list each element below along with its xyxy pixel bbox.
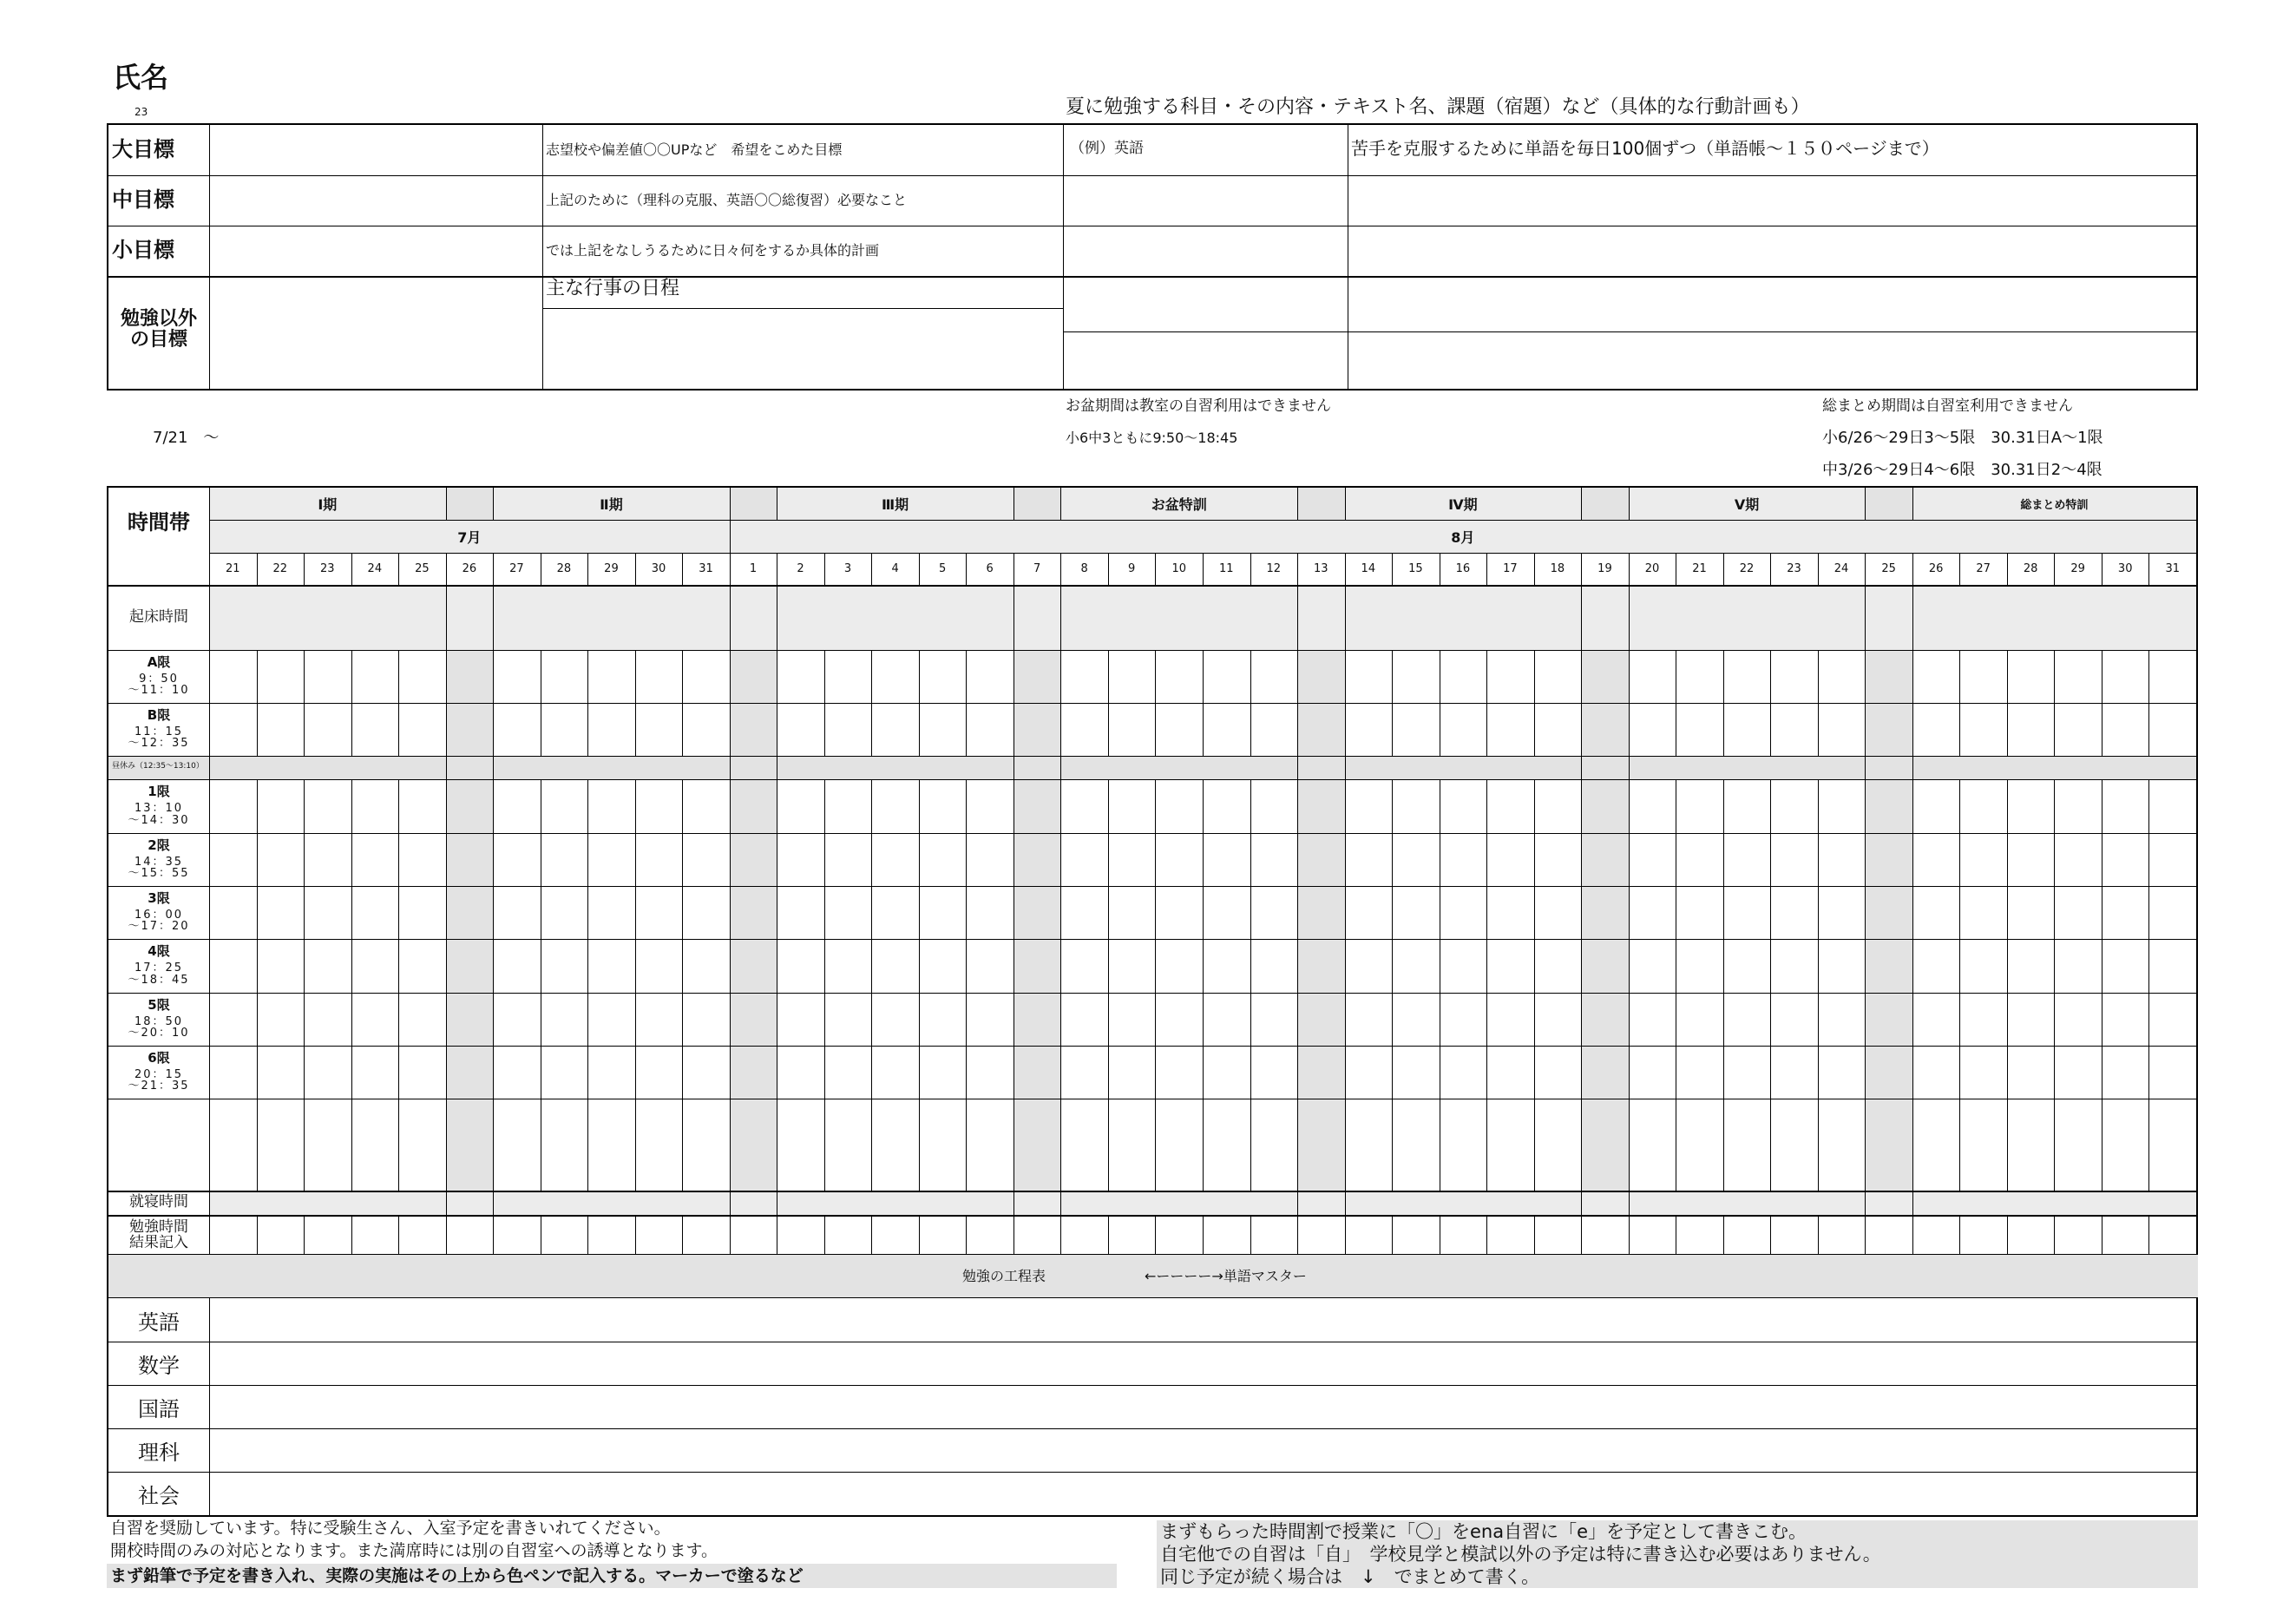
goal-example-subject: （例）英語	[1070, 140, 1144, 157]
footer-right-1: まずもらった時間割で授業に「〇」をena自習に「e」を予定として書きこむ。	[1160, 1521, 1807, 1542]
day-header: 10	[1155, 553, 1203, 585]
events-label: 主な行事の日程	[546, 278, 680, 299]
day-header: 22	[257, 553, 305, 585]
day-header: 30	[635, 553, 683, 585]
row-label: 3限 16：00 ～17：20	[128, 889, 190, 934]
day-header: 13	[1297, 553, 1345, 585]
row-label: 1限 13：10 ～14：30	[128, 784, 190, 827]
row-label: 起床時間	[129, 607, 188, 626]
study-plan-heading: 勉強の工程表	[962, 1268, 1046, 1284]
goal-hint-large: 志望校や偏差値〇〇UPなど 希望をこめた目標	[546, 141, 843, 158]
subject-social: 社会	[138, 1483, 180, 1508]
day-header: 24	[1818, 553, 1866, 585]
summary-jhs-note: 中3/26～29日4～6限 30.31日2～4限	[1822, 461, 2102, 479]
day-header: 26	[1912, 553, 1960, 585]
row-label: 就寝時間	[129, 1193, 188, 1211]
day-header: 1	[730, 553, 777, 585]
subject-english: 英語	[138, 1309, 180, 1335]
month-august: 8月	[730, 520, 2196, 553]
footer-left-2: 開校時間のみの対応となります。また満席時には別の自習室への誘導となります。	[110, 1541, 718, 1560]
day-header: 22	[1723, 553, 1771, 585]
day-header: 8	[1060, 553, 1108, 585]
goal-label-small: 小目標	[112, 238, 174, 262]
period-header: お盆特訓	[1060, 488, 1297, 520]
name-label: 氏名	[113, 61, 169, 94]
day-header: 25	[1865, 553, 1912, 585]
day-header: 29	[587, 553, 635, 585]
time-zone-label: 時間帯	[128, 510, 190, 535]
goal-hint-medium: 上記のために（理科の克服、英語〇〇総復習）必要なこと	[546, 192, 908, 208]
plan-heading: 夏に勉強する科目・その内容・テキスト名、課題（宿題）など（具体的な行動計画も）	[1066, 96, 1810, 118]
day-header: 30	[2102, 553, 2149, 585]
period-header: 総まとめ特訓	[1912, 488, 2196, 520]
goals-table	[107, 123, 2198, 390]
period-header: Ⅲ期	[777, 488, 1014, 520]
row-label: 4限 17：25 ～18：45	[128, 943, 190, 987]
row-label: B限 11：15 ～12：35	[128, 706, 190, 751]
day-header: 3	[824, 553, 872, 585]
obon-hours-note: 小6中3ともに9:50～18:45	[1066, 430, 1238, 446]
row-label: 5限 18：50 ～20：10	[128, 996, 190, 1040]
day-header: 31	[682, 553, 730, 585]
day-header: 20	[1629, 553, 1676, 585]
day-header: 29	[2054, 553, 2102, 585]
day-header: 11	[1203, 553, 1250, 585]
start-date: 7/21 ～	[153, 429, 220, 447]
row-label: 勉強時間 結果記入	[129, 1217, 188, 1251]
summary-elem-note: 小6/26～29日3～5限 30.31日A～1限	[1822, 429, 2103, 447]
period-header: Ⅳ期	[1345, 488, 1582, 520]
footer-left-1: 自習を奨励しています。特に受験生さん、入室予定を書きいれてください。	[110, 1519, 671, 1538]
day-header: 24	[351, 553, 399, 585]
day-header: 31	[2148, 553, 2196, 585]
period-header: Ⅴ期	[1629, 488, 1866, 520]
footer-right-2: 自宅他での自習は「自」 学校見学と模試以外の予定は特に書き込む必要はありません。	[1160, 1544, 1881, 1565]
study-plan-table	[107, 1255, 2198, 1517]
day-header: 27	[1959, 553, 2007, 585]
subject-math: 数学	[138, 1353, 180, 1378]
goal-hint-small: では上記をなしうるために日々何をするか具体的計画	[546, 242, 880, 259]
goal-example-plan: 苦手を克服するために単語を毎日100個ずつ（単語帳～１５０ページまで）	[1351, 138, 1939, 159]
day-header: 28	[2007, 553, 2055, 585]
day-header: 25	[398, 553, 446, 585]
day-header: 21	[1676, 553, 1723, 585]
small-number: 23	[134, 106, 148, 118]
day-header: 17	[1486, 553, 1534, 585]
footer-left-3: まず鉛筆で予定を書き入れ、実際の実施はその上から色ペンで記入する。マーカーで塗るなど	[110, 1566, 804, 1585]
day-header: 21	[209, 553, 257, 585]
day-header: 23	[304, 553, 351, 585]
row-label: 2限 14：35 ～15：55	[128, 837, 190, 881]
day-header: 23	[1770, 553, 1818, 585]
summary-closed-note: 総まとめ期間は自習室利用できません	[1822, 397, 2073, 415]
row-label: A限 9：50 ～11：10	[128, 653, 190, 698]
day-header: 6	[966, 553, 1014, 585]
day-header: 18	[1534, 553, 1582, 585]
footer-right-3: 同じ予定が続く場合は ↓ でまとめて書く。	[1160, 1566, 1540, 1587]
day-header: 15	[1392, 553, 1440, 585]
obon-closed-note: お盆期間は教室の自習利用はできません	[1066, 397, 1331, 415]
day-header: 9	[1108, 553, 1156, 585]
goal-label-large: 大目標	[112, 137, 174, 161]
row-label-lunch: 昼休み（12:35～13:10）	[112, 762, 204, 771]
day-header: 26	[446, 553, 494, 585]
day-header: 7	[1014, 553, 1061, 585]
day-header: 27	[493, 553, 541, 585]
schedule-grid	[107, 486, 2198, 1256]
day-header: 5	[919, 553, 967, 585]
day-header: 16	[1440, 553, 1487, 585]
goal-label-other: 勉強以外 の目標	[120, 308, 197, 351]
subject-science: 理科	[138, 1440, 180, 1465]
day-header: 28	[541, 553, 588, 585]
day-header: 12	[1250, 553, 1298, 585]
day-header: 14	[1345, 553, 1393, 585]
period-header: Ⅰ期	[209, 488, 446, 520]
subject-japanese: 国語	[138, 1396, 180, 1421]
day-header: 2	[777, 553, 824, 585]
day-header: 4	[871, 553, 919, 585]
month-july: 7月	[209, 520, 730, 553]
period-header: Ⅱ期	[493, 488, 730, 520]
day-header: 19	[1581, 553, 1629, 585]
goal-label-medium: 中目標	[112, 187, 174, 212]
row-label: 6限 20：15 ～21：35	[128, 1049, 190, 1093]
study-plan-example: ←ーーーー→単語マスター	[1145, 1268, 1307, 1284]
